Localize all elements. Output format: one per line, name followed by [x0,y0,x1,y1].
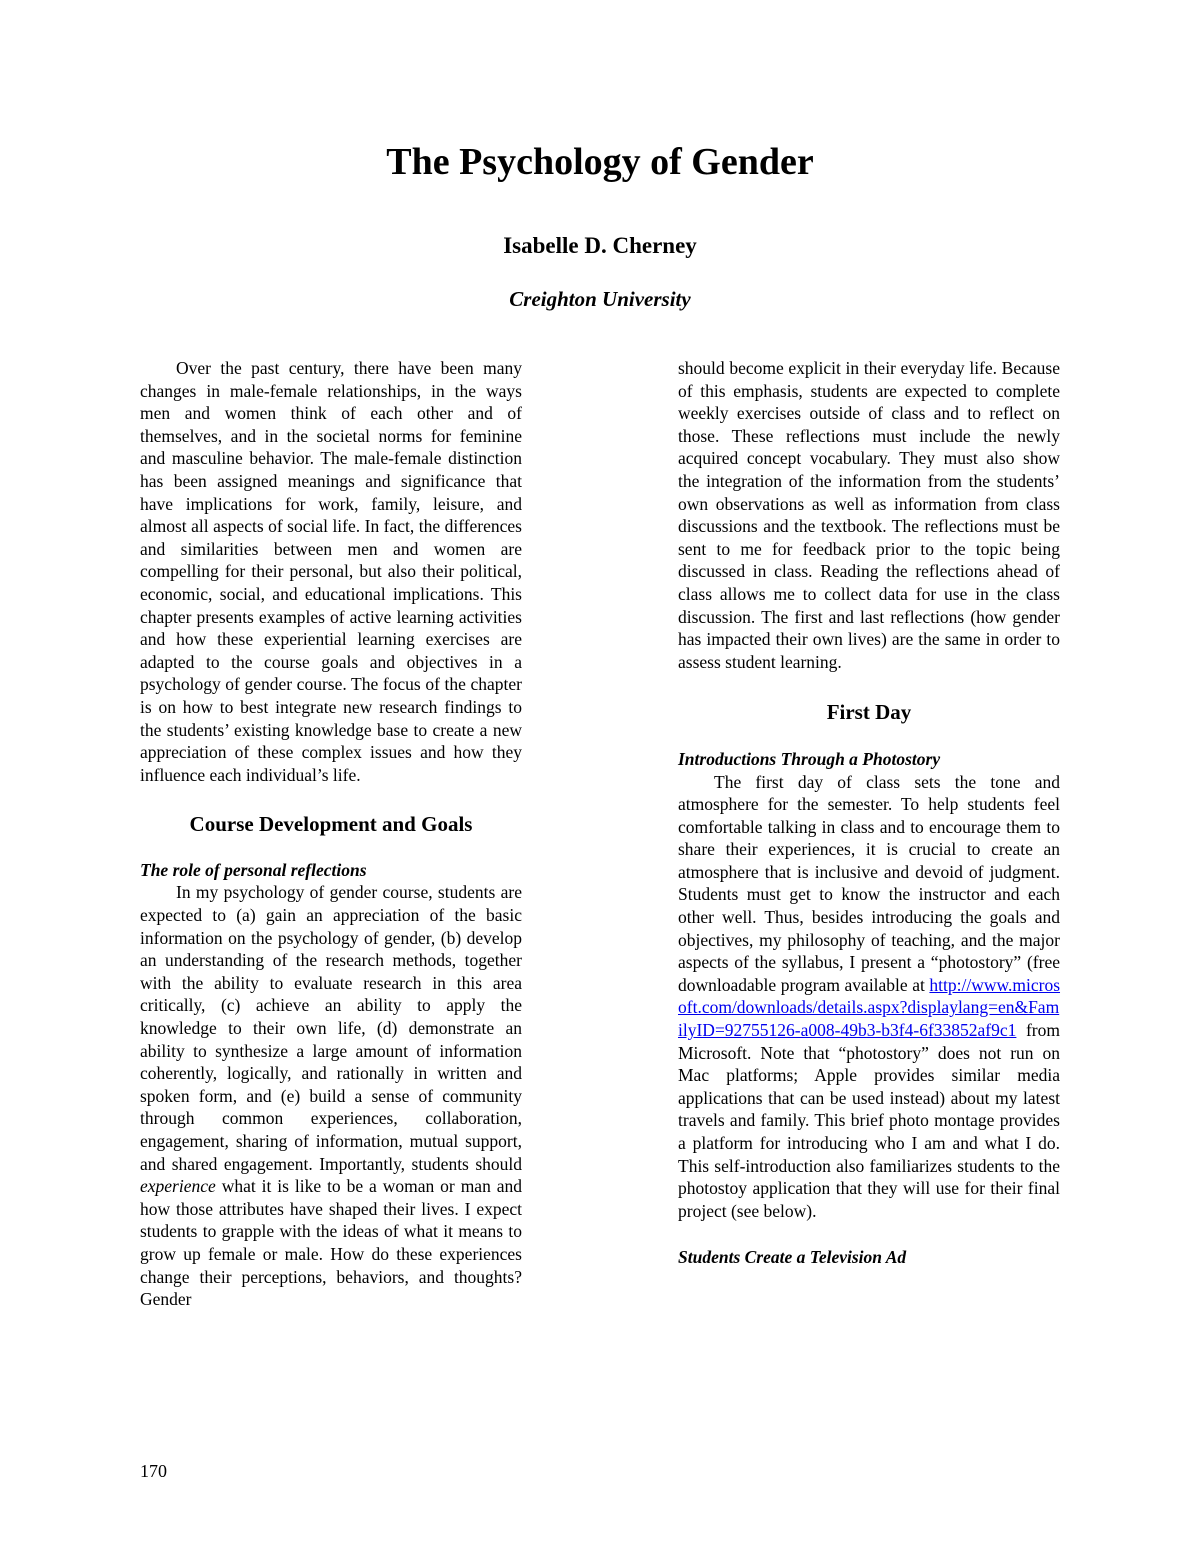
emphasis-experience: experience [140,1176,216,1197]
author-name: Isabelle D. Cherney [503,233,697,258]
left-column [140,357,522,1311]
goals-text-a: In my psychology of gender course, students are expected to (a) gain an appreciation of the basic information on the psychology of gender, (b) develop an understanding of the research methods, together with the ability to evaluate research in this area critically, (c) achieve an ability to apply the knowledge to their own life, (d) demonstrate an ability to synthesize a large amount of information coherently, logically, and rationally in written and spoken form, and (e) build a sense of community through common experiences, collaboration, engagement, sharing of information, mutual support, and shared engagement. Importantly, students should [140,882,522,1174]
photostory-paragraph [678,771,1060,1223]
intro-paragraph: Over the past century, there have been many changes in male-female relationships, in the ways men and women think of each other and of themselves, and in the societal norms for feminine and masculine behavior. The male-female distinction has been assigned meanings and significance that have implications for work, family, leisure, and almost all aspects of social life. In fact, the differences and similarities between men and women are compelling for their personal, but also their political, economic, social, and educational implications. This chapter presents examples of active learning activities and how these experiential learning exercises are adapted to the course goals and objectives in a psychology of gender course. The focus of the chapter is on how to best integrate new research findings to the students’ existing knowledge base to create a new appreciation of these complex issues and how they influence each individual’s life. [140,358,522,785]
microsoft-download-link[interactable]: http://www.microsoft.com/downloads/details.aspx?displaylang=en&FamilyID=92755126-a008-49b3-b3f4-6f33852af9c1 [678,974,1061,1041]
goals-paragraph [140,881,522,1310]
page-number: 170 [140,1461,167,1481]
subheading-personal-reflections: The role of personal reflections [140,859,367,880]
reflections-continued-paragraph: should become explicit in their everyday life. Because of this emphasis, students are expected to complete weekly exercises outside of class and to reflect on those. These reflections must include the newly acquired concept vocabulary. They must also show the integration of the information from the students’ own observations as well as information from class discussions and the textbook. The reflections must be sent to me for feedback prior to the topic being discussed in class. Reading the reflections ahead of class allows me to collect data for use in the class discussion. The first and last reflections (how gender has impacted their own lives) are the same in order to assess student learning. [678,358,1060,672]
section-heading-course-development: Course Development and Goals [189,812,473,837]
goals-text-b: what it is like to be a woman or man and how those attributes have shaped their lives. I expect students to grapple with the ideas of what it means to grow up female or male. How do these experiences change their perceptions, behaviors, and thoughts? Gender [140,1176,523,1310]
photostory-text-a: The first day of class sets the tone and atmosphere for the semester. To help students feel comfortable talking in class and to encourage them to share their experiences, it is crucial to create an atmosphere that is inclusive and devoid of judgment. Students must get to know the instructor and each other well. Thus, besides introducing the goals and objectives, my philosophy of teaching, and the major aspects of the syllabus, I present a “photostory” (free downloadable program available at [678,771,1060,995]
photostory-text-b: from Microsoft. Note that “photostory” does not run on Mac platforms; Apple provides similar media applications that can be used instead) about my latest travels and family. This brief photo montage provides a platform for introducing who I am and what I do. This self-introduction also familiarizes students to the photostoy application that they will use for their final project (see below). [678,1020,1060,1221]
affiliation: Creighton University [509,287,691,311]
paper-title: The Psychology of Gender [386,141,814,183]
subheading-television-ad: Students Create a Television Ad [678,1247,907,1268]
right-column [678,357,1060,1269]
section-heading-first-day: First Day [826,700,912,725]
subheading-photostory: Introductions Through a Photostory [678,748,941,769]
